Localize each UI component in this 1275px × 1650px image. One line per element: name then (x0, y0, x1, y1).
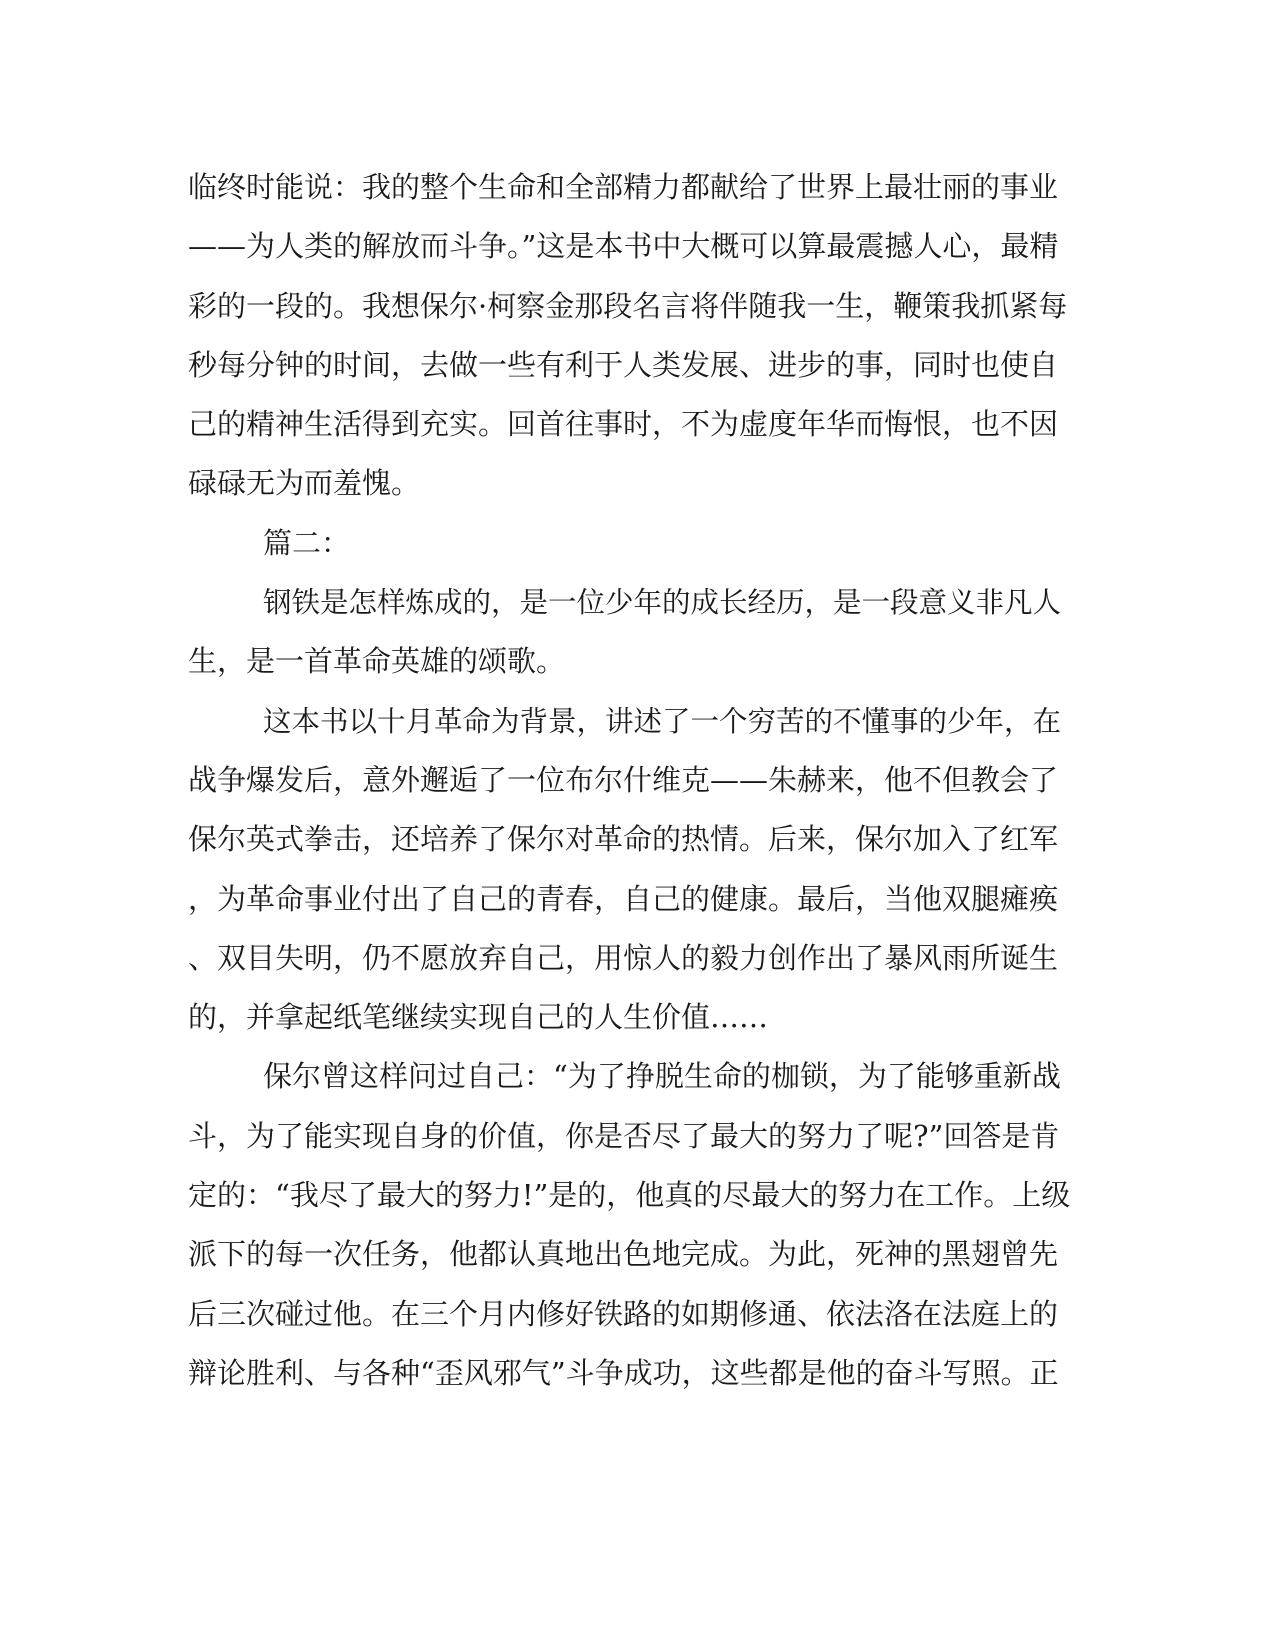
text-line: 保尔英式拳击，还培养了保尔对革命的热情。后来，保尔加入了红军 (188, 822, 1059, 857)
text-line: 彩的一段的。我想保尔·柯察金那段名言将伴随我一生，鞭策我抓紧每 (188, 288, 1068, 323)
text-line: 后三次碰过他。在三个月内修好铁路的如期修通、依法洛在法庭上的 (188, 1296, 1059, 1331)
text-line: 定的：“我尽了最大的努力!”是的，他真的尽最大的努力在工作。上级 (188, 1178, 1071, 1213)
text-line: 临终时能说：我的整个生命和全部精力都献给了世界上最壮丽的事业 (188, 170, 1059, 204)
text-line: 战争爆发后，意外邂逅了一位布尔什维克——朱赫来，他不但教会了 (188, 762, 1059, 797)
text-line: 碌碌无为而羞愧。 (188, 466, 421, 501)
body-text (188, 158, 1073, 1403)
text-line: 斗，为了能实现自身的价值，你是否尽了最大的努力了呢?”回答是肯 (188, 1118, 1060, 1153)
paragraph-first-line: 保尔曾这样问过自己：“为了挣脱生命的枷锁，为了能够重新战 (263, 1059, 1061, 1094)
text-line: 派下的每一次任务，他都认真地出色地完成。为此，死神的黑翅曾先 (188, 1237, 1059, 1272)
paragraph-first-line: 这本书以十月革命为背景，讲述了一个穷苦的不懂事的少年，在 (263, 704, 1062, 738)
text-line: 秒每分钟的时间，去做一些有利于人类发展、进步的事，同时也使自 (188, 347, 1059, 382)
paragraph-first-line: 篇二： (263, 525, 351, 560)
paragraph-first-line: 钢铁是怎样炼成的，是一位少年的成长经历，是一段意义非凡人 (263, 586, 1062, 620)
text-line: 己的精神生活得到充实。回首往事时，不为虚度年华而悔恨，也不因 (188, 407, 1059, 442)
text-line: 、双目失明，仍不愿放弃自己，用惊人的毅力创作出了暴风雨所诞生 (188, 940, 1059, 975)
text-line: ——为人类的解放而斗争。”这是本书中大概可以算最震撼人心，最精 (188, 229, 1059, 264)
text-line: 的，并拿起纸笔继续实现自己的人生价值…… (188, 1000, 769, 1035)
text-line: ，为革命事业付出了自己的青春，自己的健康。最后，当他双腿瘫痪 (188, 881, 1059, 916)
text-line: 生，是一首革命英雄的颂歌。 (188, 644, 566, 679)
text-line: 辩论胜利、与各种“歪风邪气”斗争成功，这些都是他的奋斗写照。正 (188, 1355, 1059, 1390)
